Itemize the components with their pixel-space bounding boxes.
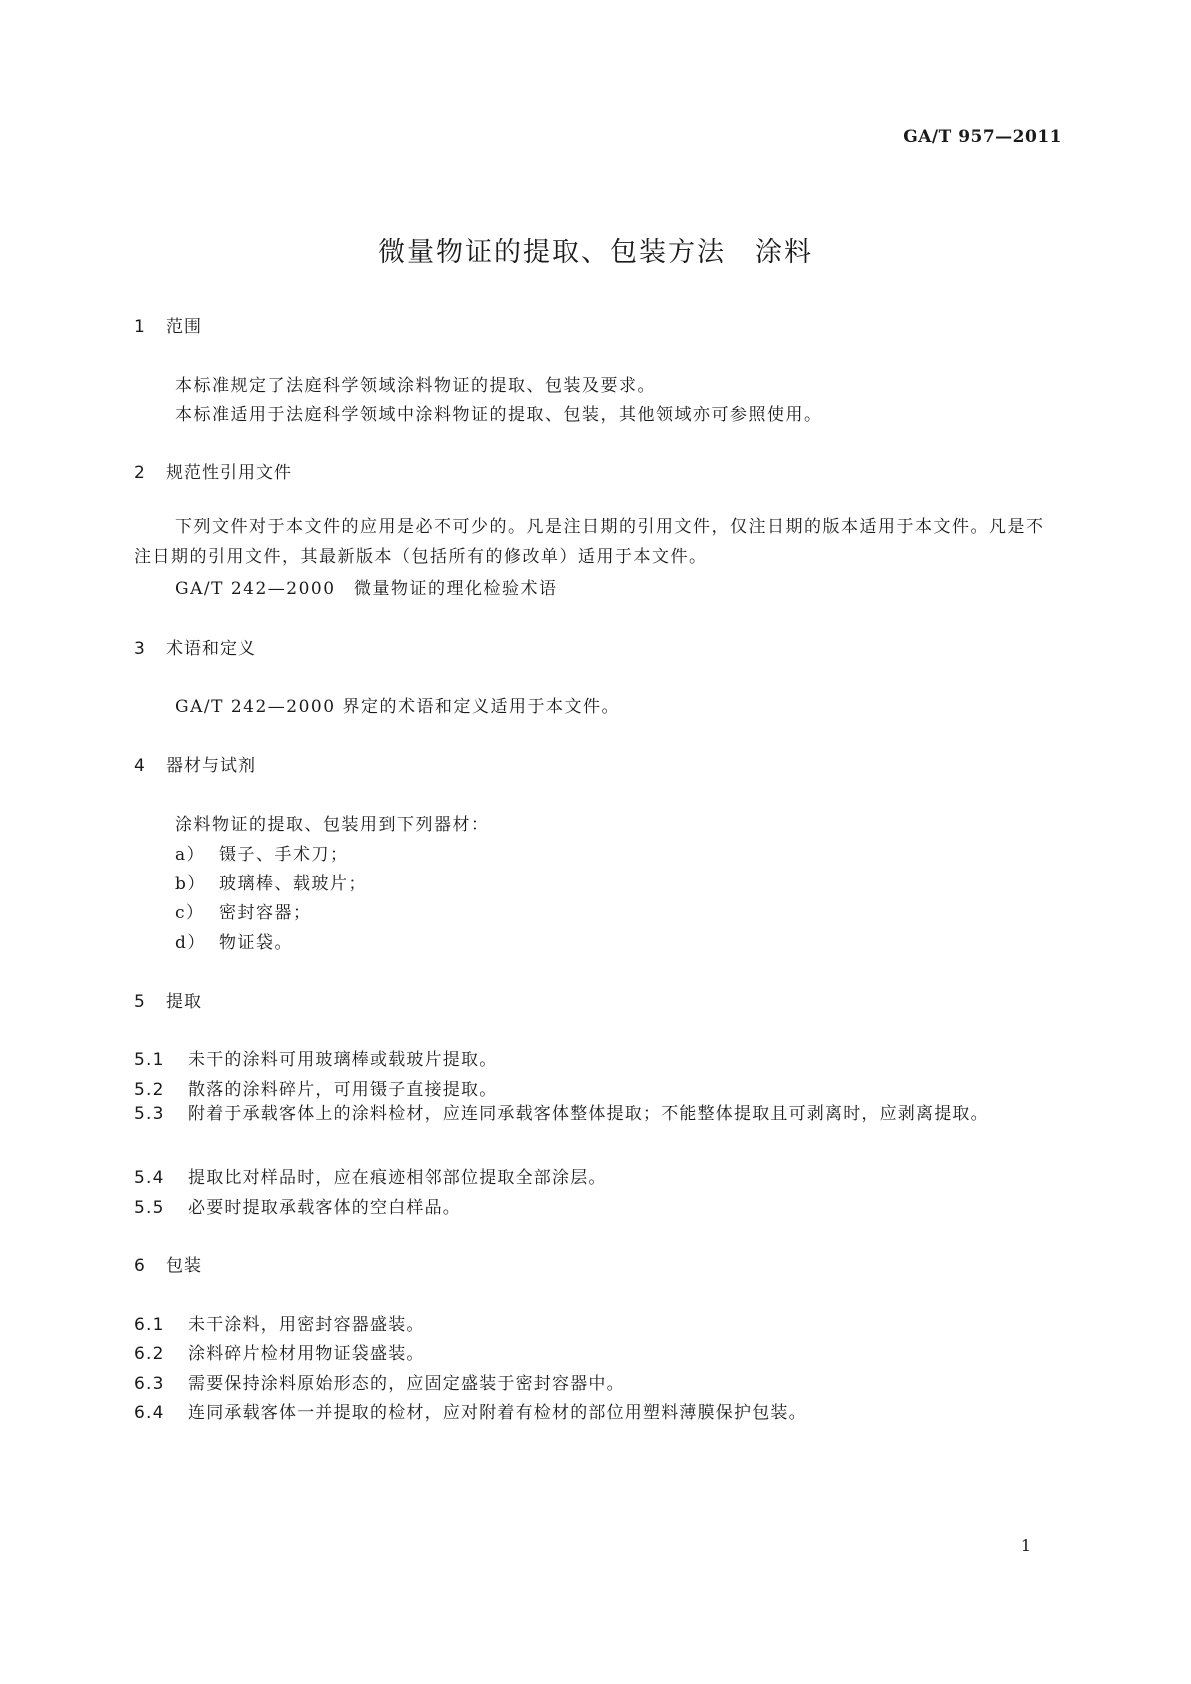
- clause-number: 5.5: [134, 1198, 165, 1218]
- clause: [134, 1310, 425, 1335]
- clause-text: 附着于承载客体上的涂料检材，应连同承载客体整体提取；不能整体提取且可剥离时，应剥离提取。: [188, 1104, 989, 1124]
- reference-entry: GA/T 242—2000 微量物证的理化检验术语: [175, 579, 558, 599]
- list-item-label: c）: [175, 903, 205, 923]
- standard-code: GA/T 957—2011: [903, 127, 1062, 147]
- clause-text: 散落的涂料碎片，可用镊子直接提取。: [188, 1080, 498, 1100]
- clause-text: 涂料碎片检材用物证袋盛装。: [188, 1344, 425, 1364]
- clause-number: 6.2: [134, 1344, 165, 1364]
- clause: [134, 1075, 497, 1100]
- clause: [134, 1163, 607, 1188]
- clause: [134, 1369, 625, 1394]
- section-title: 器材与试剂: [166, 756, 256, 776]
- list-item-label: b）: [175, 874, 206, 894]
- clause-text: 未干涂料，用密封容器盛装。: [188, 1315, 425, 1335]
- clause-number: 5.4: [134, 1168, 165, 1188]
- list-item: [175, 898, 312, 923]
- clause-number: 5.1: [134, 1050, 165, 1070]
- clause: [134, 1099, 1061, 1129]
- section-title: 提取: [166, 992, 202, 1012]
- clause: [134, 1193, 461, 1218]
- clause-text: 连同承载客体一并提取的检材，应对附着有检材的部位用塑料薄膜保护包装。: [188, 1403, 807, 1423]
- clause: [134, 1045, 497, 1070]
- section-heading-terms: [134, 634, 256, 659]
- section-heading-scope: [134, 312, 202, 337]
- list-item-text: 密封容器；: [219, 903, 312, 923]
- paragraph: 涂料物证的提取、包装用到下列器材：: [175, 815, 490, 835]
- clause: [134, 1339, 425, 1364]
- section-heading-extraction: [134, 987, 202, 1012]
- section-heading-normative-references: [134, 458, 292, 483]
- clause-text: 必要时提取承载客体的空白样品。: [188, 1198, 461, 1218]
- clause-text: 提取比对样品时，应在痕迹相邻部位提取全部涂层。: [188, 1168, 607, 1188]
- clause-number: 5.3: [134, 1104, 165, 1124]
- list-item-text: 玻璃棒、载玻片；: [219, 874, 367, 894]
- section-title: 规范性引用文件: [166, 463, 292, 483]
- clause: [134, 1398, 807, 1423]
- clause-text: 未干的涂料可用玻璃棒或载玻片提取。: [188, 1050, 498, 1070]
- clause-number: 6.3: [134, 1374, 165, 1394]
- list-item-text: 物证袋。: [219, 933, 293, 953]
- section-title: 术语和定义: [166, 639, 256, 659]
- document-title: 微量物证的提取、包装方法 涂料: [378, 237, 813, 268]
- list-item-label: d）: [175, 933, 206, 953]
- section-number: 5: [134, 992, 146, 1012]
- section-heading-packaging: [134, 1251, 202, 1276]
- section-number: 1: [134, 317, 146, 337]
- clause-text: 需要保持涂料原始形态的，应固定盛装于密封容器中。: [188, 1374, 625, 1394]
- section-number: 6: [134, 1256, 146, 1276]
- paragraph: 下列文件对于本文件的应用是必不可少的。凡是注日期的引用文件，仅注日期的版本适用于本文件。凡是不注日期的引用文件，其最新版本（包括所有的修改单）适用于本文件。: [134, 517, 1045, 567]
- section-heading-equipment: [134, 751, 256, 776]
- paragraph: 本标准规定了法庭科学领域涂料物证的提取、包装及要求。: [175, 376, 656, 396]
- section-title: 包装: [166, 1256, 202, 1276]
- list-item: [175, 869, 367, 894]
- list-item-text: 镊子、手术刀；: [219, 845, 349, 865]
- clause-number: 6.1: [134, 1315, 165, 1335]
- clause-number: 5.2: [134, 1080, 165, 1100]
- list-item: [175, 840, 349, 865]
- section-number: 2: [134, 463, 146, 483]
- list-item-label: a）: [175, 845, 206, 865]
- section-number: 3: [134, 639, 146, 659]
- paragraph: GA/T 242—2000 界定的术语和定义适用于本文件。: [175, 697, 620, 717]
- clause-number: 6.4: [134, 1403, 165, 1423]
- list-item: [175, 928, 293, 953]
- paragraph: 本标准适用于法庭科学领域中涂料物证的提取、包装，其他领域亦可参照使用。: [175, 405, 823, 425]
- page-number: 1: [1020, 1536, 1031, 1555]
- section-title: 范围: [166, 317, 202, 337]
- section-number: 4: [134, 756, 146, 776]
